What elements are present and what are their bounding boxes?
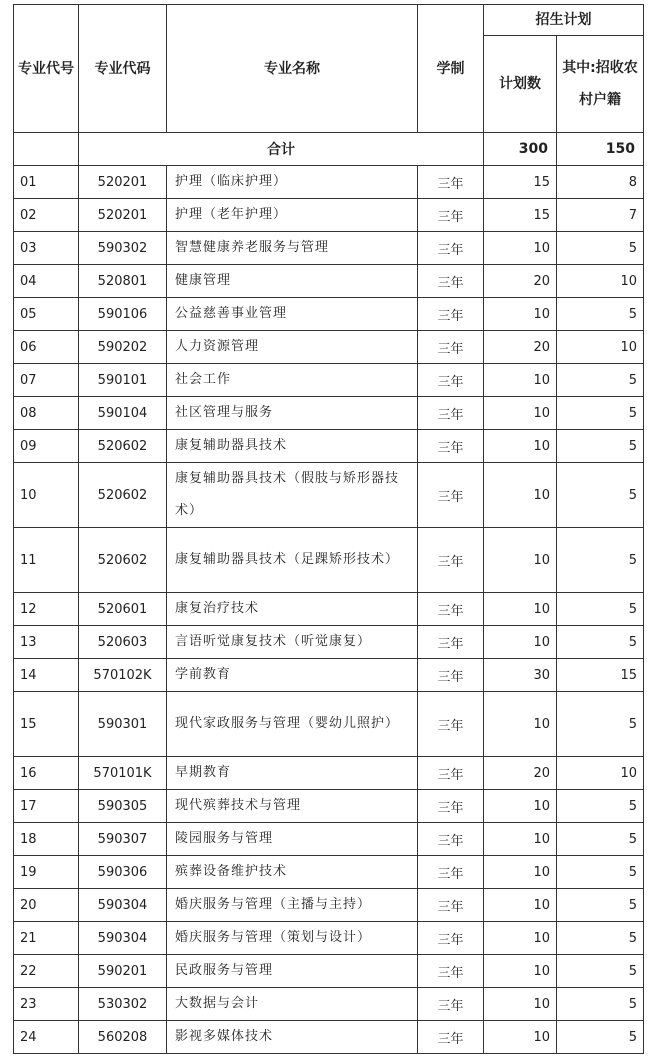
row-no: 02 [14, 199, 79, 232]
table-row [14, 955, 644, 988]
row-duration: 三年 [418, 988, 484, 1021]
row-no: 05 [14, 298, 79, 331]
row-name: 民政服务与管理 [167, 955, 418, 988]
table-row [14, 922, 644, 955]
row-name: 陵园服务与管理 [167, 823, 418, 856]
row-name: 护理（老年护理） [167, 199, 418, 232]
row-name: 现代殡葬技术与管理 [167, 790, 418, 823]
row-code: 590106 [79, 298, 167, 331]
row-duration: 三年 [418, 626, 484, 659]
row-code: 570102K [79, 659, 167, 692]
row-duration: 三年 [418, 692, 484, 757]
row-rural: 5 [557, 232, 644, 265]
row-no: 04 [14, 265, 79, 298]
table-row [14, 265, 644, 298]
row-code: 590101 [79, 364, 167, 397]
row-plan: 10 [484, 430, 557, 463]
row-duration: 三年 [418, 889, 484, 922]
row-code: 590304 [79, 889, 167, 922]
row-no: 14 [14, 659, 79, 692]
row-no: 23 [14, 988, 79, 1021]
row-name: 婚庆服务与管理（主播与主持） [167, 889, 418, 922]
row-rural: 5 [557, 856, 644, 889]
row-rural: 5 [557, 988, 644, 1021]
row-duration: 三年 [418, 298, 484, 331]
table-row [14, 331, 644, 364]
row-no: 24 [14, 1021, 79, 1054]
table-row [14, 298, 644, 331]
row-rural: 5 [557, 955, 644, 988]
header-code: 专业代码 [79, 5, 167, 133]
row-no: 10 [14, 463, 79, 528]
total-plan: 300 [484, 133, 557, 166]
header-name: 专业名称 [167, 5, 418, 133]
table-row [14, 593, 644, 626]
row-plan: 20 [484, 757, 557, 790]
row-no: 20 [14, 889, 79, 922]
row-rural: 5 [557, 298, 644, 331]
row-duration: 三年 [418, 593, 484, 626]
table-row [14, 626, 644, 659]
row-plan: 10 [484, 823, 557, 856]
row-rural: 5 [557, 889, 644, 922]
row-plan: 20 [484, 331, 557, 364]
row-rural: 5 [557, 790, 644, 823]
row-no: 22 [14, 955, 79, 988]
row-name: 康复辅助器具技术（假肢与矫形器技术） [167, 463, 418, 528]
row-rural: 5 [557, 397, 644, 430]
row-plan: 30 [484, 659, 557, 692]
row-duration: 三年 [418, 331, 484, 364]
row-duration: 三年 [418, 757, 484, 790]
total-rural: 150 [557, 133, 644, 166]
table-row [14, 232, 644, 265]
enrollment-plan-table [13, 4, 644, 1054]
row-duration: 三年 [418, 199, 484, 232]
row-code: 590302 [79, 232, 167, 265]
row-name: 护理（临床护理） [167, 166, 418, 199]
row-rural: 5 [557, 692, 644, 757]
row-no: 17 [14, 790, 79, 823]
header-rural: 其中:招收农村户籍 [557, 36, 644, 133]
total-label: 合计 [79, 133, 484, 166]
row-rural: 5 [557, 463, 644, 528]
row-duration: 三年 [418, 856, 484, 889]
row-name: 言语听觉康复技术（听觉康复） [167, 626, 418, 659]
row-no: 18 [14, 823, 79, 856]
row-code: 560208 [79, 1021, 167, 1054]
row-rural: 5 [557, 528, 644, 593]
row-plan: 10 [484, 232, 557, 265]
row-plan: 20 [484, 265, 557, 298]
row-code: 520201 [79, 166, 167, 199]
row-duration: 三年 [418, 823, 484, 856]
row-no: 08 [14, 397, 79, 430]
row-no: 03 [14, 232, 79, 265]
row-plan: 10 [484, 922, 557, 955]
row-name: 婚庆服务与管理（策划与设计） [167, 922, 418, 955]
row-name: 健康管理 [167, 265, 418, 298]
table-row [14, 364, 644, 397]
row-plan: 10 [484, 397, 557, 430]
header-code-short: 专业代号 [14, 5, 79, 133]
row-duration: 三年 [418, 463, 484, 528]
row-rural: 10 [557, 757, 644, 790]
row-rural: 10 [557, 331, 644, 364]
row-plan: 10 [484, 955, 557, 988]
row-no: 01 [14, 166, 79, 199]
row-duration: 三年 [418, 265, 484, 298]
header-plan-group: 招生计划 [484, 5, 644, 36]
row-plan: 10 [484, 593, 557, 626]
row-duration: 三年 [418, 430, 484, 463]
row-name: 社会工作 [167, 364, 418, 397]
table-row [14, 889, 644, 922]
row-no: 16 [14, 757, 79, 790]
table-row [14, 988, 644, 1021]
table-row [14, 790, 644, 823]
row-no: 07 [14, 364, 79, 397]
row-plan: 10 [484, 463, 557, 528]
header-duration: 学制 [418, 5, 484, 133]
row-duration: 三年 [418, 659, 484, 692]
row-rural: 8 [557, 166, 644, 199]
row-code: 590305 [79, 790, 167, 823]
table-row [14, 463, 644, 528]
row-name: 殡葬设备维护技术 [167, 856, 418, 889]
row-plan: 10 [484, 856, 557, 889]
table-row [14, 528, 644, 593]
row-plan: 10 [484, 988, 557, 1021]
table-row [14, 692, 644, 757]
row-code: 570101K [79, 757, 167, 790]
table-row [14, 823, 644, 856]
row-plan: 10 [484, 298, 557, 331]
row-name: 智慧健康养老服务与管理 [167, 232, 418, 265]
row-name: 康复辅助器具技术（足踝矫形技术） [167, 528, 418, 593]
row-code: 520602 [79, 463, 167, 528]
row-duration: 三年 [418, 922, 484, 955]
row-no: 15 [14, 692, 79, 757]
row-plan: 15 [484, 199, 557, 232]
table-row [14, 199, 644, 232]
row-duration: 三年 [418, 790, 484, 823]
row-code: 590301 [79, 692, 167, 757]
total-blank [14, 133, 79, 166]
total-row [14, 133, 644, 166]
header-plan-count: 计划数 [484, 36, 557, 133]
row-no: 19 [14, 856, 79, 889]
row-plan: 10 [484, 626, 557, 659]
row-no: 06 [14, 331, 79, 364]
table-row [14, 659, 644, 692]
row-rural: 5 [557, 922, 644, 955]
row-code: 520602 [79, 528, 167, 593]
row-code: 590307 [79, 823, 167, 856]
row-rural: 10 [557, 265, 644, 298]
row-plan: 10 [484, 1021, 557, 1054]
row-name: 康复辅助器具技术 [167, 430, 418, 463]
table-row [14, 757, 644, 790]
row-code: 590104 [79, 397, 167, 430]
row-plan: 10 [484, 889, 557, 922]
table-row [14, 1021, 644, 1054]
row-code: 590304 [79, 922, 167, 955]
row-rural: 5 [557, 593, 644, 626]
row-rural: 5 [557, 430, 644, 463]
row-name: 影视多媒体技术 [167, 1021, 418, 1054]
row-rural: 7 [557, 199, 644, 232]
row-code: 590202 [79, 331, 167, 364]
row-rural: 5 [557, 364, 644, 397]
row-rural: 15 [557, 659, 644, 692]
row-code: 590306 [79, 856, 167, 889]
row-no: 12 [14, 593, 79, 626]
row-code: 590201 [79, 955, 167, 988]
row-name: 康复治疗技术 [167, 593, 418, 626]
row-name: 人力资源管理 [167, 331, 418, 364]
table-row [14, 166, 644, 199]
table-row [14, 856, 644, 889]
row-duration: 三年 [418, 232, 484, 265]
row-duration: 三年 [418, 1021, 484, 1054]
row-name: 学前教育 [167, 659, 418, 692]
row-plan: 10 [484, 790, 557, 823]
row-duration: 三年 [418, 528, 484, 593]
row-plan: 10 [484, 528, 557, 593]
row-no: 21 [14, 922, 79, 955]
row-rural: 5 [557, 626, 644, 659]
row-duration: 三年 [418, 166, 484, 199]
row-no: 11 [14, 528, 79, 593]
row-duration: 三年 [418, 955, 484, 988]
row-code: 520201 [79, 199, 167, 232]
row-no: 09 [14, 430, 79, 463]
row-rural: 5 [557, 1021, 644, 1054]
row-no: 13 [14, 626, 79, 659]
row-name: 大数据与会计 [167, 988, 418, 1021]
row-plan: 15 [484, 166, 557, 199]
row-plan: 10 [484, 692, 557, 757]
row-duration: 三年 [418, 364, 484, 397]
row-plan: 10 [484, 364, 557, 397]
row-code: 530302 [79, 988, 167, 1021]
row-name: 早期教育 [167, 757, 418, 790]
row-rural: 5 [557, 823, 644, 856]
table-row [14, 397, 644, 430]
row-code: 520603 [79, 626, 167, 659]
row-name: 现代家政服务与管理（婴幼儿照护） [167, 692, 418, 757]
row-code: 520801 [79, 265, 167, 298]
row-code: 520601 [79, 593, 167, 626]
table-row [14, 430, 644, 463]
row-code: 520602 [79, 430, 167, 463]
row-name: 公益慈善事业管理 [167, 298, 418, 331]
row-duration: 三年 [418, 397, 484, 430]
row-name: 社区管理与服务 [167, 397, 418, 430]
